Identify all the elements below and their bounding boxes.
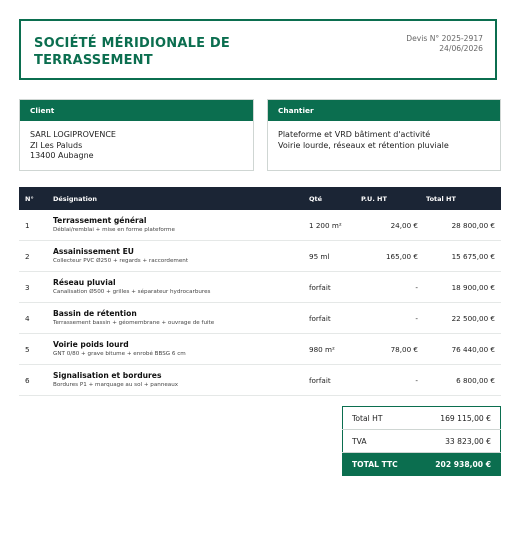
total-ht-label: Total HT bbox=[343, 407, 416, 430]
client-line: SARL LOGIPROVENCE bbox=[30, 130, 116, 139]
row-unit-price: - bbox=[361, 272, 422, 303]
header-total: Total HT bbox=[426, 194, 456, 203]
client-box bbox=[19, 99, 254, 171]
client-address bbox=[20, 121, 253, 162]
total-ht-value: 169 115,00 € bbox=[416, 407, 501, 430]
quote-meta bbox=[406, 34, 483, 54]
row-quantity: forfait bbox=[309, 272, 361, 303]
row-description: Bordures P1 + marquage au sol + panneaux bbox=[53, 381, 179, 388]
total-ttc-label: TOTAL TTC bbox=[343, 453, 416, 476]
row-description: Déblai/remblai + mise en forme plateforme bbox=[53, 226, 175, 233]
tva-label: TVA bbox=[343, 430, 416, 453]
row-number: 5 bbox=[19, 334, 53, 365]
row-total: 22 500,00 € bbox=[422, 303, 501, 334]
row-quantity: 980 m² bbox=[309, 334, 361, 365]
row-quantity: forfait bbox=[309, 303, 361, 334]
row-title: Voirie poids lourd bbox=[53, 339, 129, 349]
row-unit-price: 24,00 € bbox=[361, 210, 422, 241]
row-title: Réseau pluvial bbox=[53, 277, 116, 287]
row-total: 18 900,00 € bbox=[422, 272, 501, 303]
row-number: 2 bbox=[19, 241, 53, 272]
site-description bbox=[268, 121, 500, 151]
tva-row bbox=[343, 430, 501, 453]
row-title: Bassin de rétention bbox=[53, 308, 137, 318]
site-heading: Chantier bbox=[268, 100, 500, 121]
total-ttc-value: 202 938,00 € bbox=[416, 453, 501, 476]
header-unit-price: P.U. HT bbox=[361, 194, 387, 203]
quote-date: 24/06/2026 bbox=[439, 44, 483, 53]
company-name-line-2: TERRASSEMENT bbox=[34, 53, 153, 68]
row-quantity: forfait bbox=[309, 365, 361, 396]
site-line: Voirie lourde, réseaux et rétention pluviale bbox=[278, 140, 449, 150]
site-box bbox=[267, 99, 501, 171]
row-title: Terrassement général bbox=[53, 215, 147, 225]
row-number: 6 bbox=[19, 365, 53, 396]
total-ht-row bbox=[343, 407, 501, 430]
table-header-row bbox=[19, 187, 501, 210]
company-name bbox=[34, 35, 284, 69]
client-heading: Client bbox=[20, 100, 253, 121]
site-line: Plateforme et VRD bâtiment d'activité bbox=[278, 130, 431, 139]
row-unit-price: 165,00 € bbox=[361, 241, 422, 272]
client-line: 13400 Aubagne bbox=[30, 151, 94, 160]
client-line: ZI Les Paluds bbox=[30, 140, 83, 150]
header-number: N° bbox=[25, 194, 34, 203]
row-total: 15 675,00 € bbox=[422, 241, 501, 272]
row-total: 6 800,00 € bbox=[422, 365, 501, 396]
row-description: GNT 0/80 + grave bitume + enrobé BBSG 6 cm bbox=[53, 350, 186, 357]
row-unit-price: 78,00 € bbox=[361, 334, 422, 365]
row-quantity: 95 ml bbox=[309, 241, 361, 272]
table-row bbox=[19, 241, 501, 272]
row-number: 3 bbox=[19, 272, 53, 303]
row-number: 4 bbox=[19, 303, 53, 334]
table-row bbox=[19, 210, 501, 241]
quote-number: Devis N° 2025-2917 bbox=[406, 34, 483, 43]
row-title: Assainissement EU bbox=[53, 246, 134, 256]
company-name-line-1: SOCIÉTÉ MÉRIDIONALE DE bbox=[34, 36, 230, 51]
row-total: 28 800,00 € bbox=[422, 210, 501, 241]
row-description: Collecteur PVC Ø250 + regards + raccordement bbox=[53, 257, 189, 264]
tva-value: 33 823,00 € bbox=[416, 430, 501, 453]
row-quantity: 1 200 m² bbox=[309, 210, 361, 241]
row-unit-price: - bbox=[361, 365, 422, 396]
row-unit-price: - bbox=[361, 303, 422, 334]
row-title: Signalisation et bordures bbox=[53, 370, 162, 380]
document-header bbox=[19, 19, 497, 80]
total-ttc-row bbox=[343, 453, 501, 476]
table-row bbox=[19, 365, 501, 396]
totals-box bbox=[342, 406, 501, 476]
row-number: 1 bbox=[19, 210, 53, 241]
items-table bbox=[19, 187, 501, 396]
table-row bbox=[19, 303, 501, 334]
header-designation: Désignation bbox=[53, 194, 97, 203]
table-row bbox=[19, 272, 501, 303]
row-total: 76 440,00 € bbox=[422, 334, 501, 365]
row-description: Canalisation Ø500 + grilles + séparateur hydrocarbures bbox=[53, 288, 211, 295]
row-description: Terrassement bassin + géomembrane + ouvrage de fuite bbox=[53, 319, 215, 326]
table-row bbox=[19, 334, 501, 365]
header-quantity: Qté bbox=[309, 194, 323, 203]
